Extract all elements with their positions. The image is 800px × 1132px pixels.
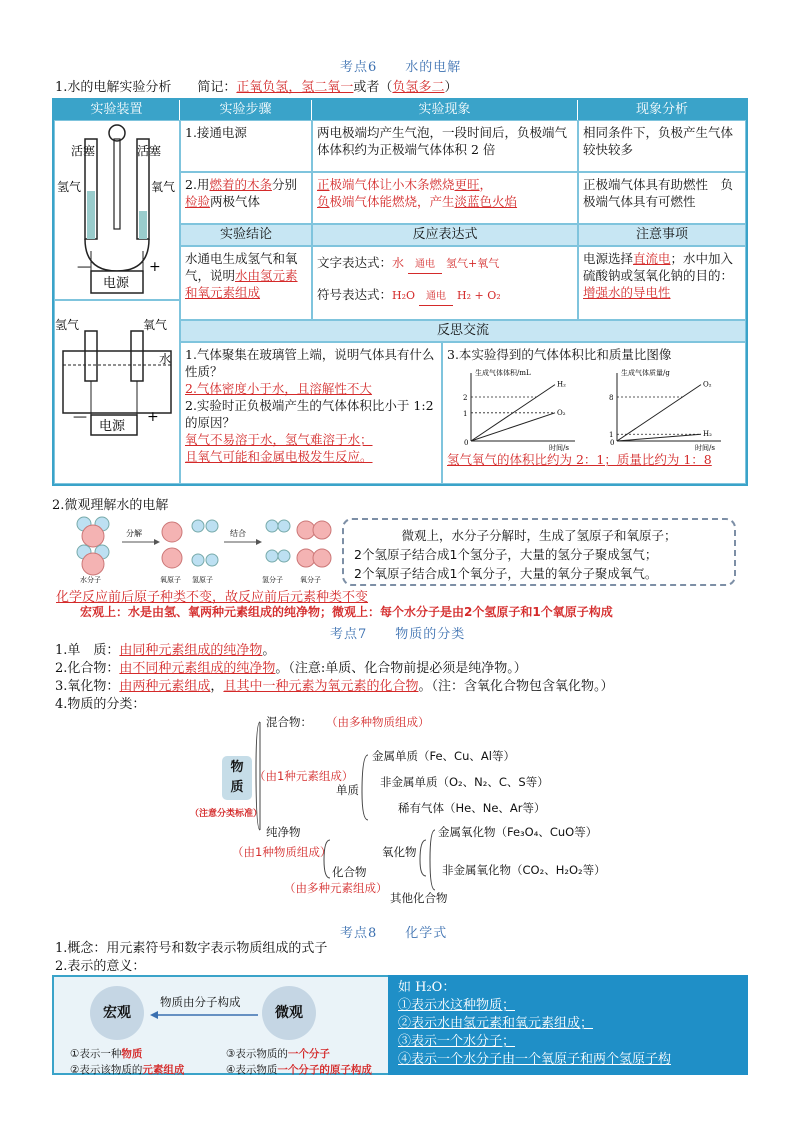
reflection-left: [180, 342, 442, 484]
def3-red2: 且其中一种元素为氧元素的化合物: [223, 679, 419, 694]
root-note: （注意分类标准）: [190, 809, 263, 819]
header-steps: 实验步骤: [180, 100, 312, 120]
def1-label: 1.单 质：: [55, 643, 120, 658]
minus-label: —: [77, 259, 91, 275]
analysis1-text: 相同条件下，负极产生气体较快较多: [583, 125, 734, 157]
metal-oxide: 金属氧化物（Fe₃O₄、CuO等）: [438, 825, 598, 839]
ytick-0-0: 1: [463, 409, 468, 418]
notes-a: 电源选择: [583, 251, 634, 266]
series-line-1-0: [617, 385, 701, 441]
line1-mnemonic: 正氧负氢，氢二氧一: [236, 80, 354, 95]
micro-line2: 2个氢原子结合成1个氢分子，大量的氢分子聚成氢气；: [354, 547, 658, 562]
origin-1: 0: [610, 439, 615, 447]
formula-concept: 1.概念：用元素符号和数字表示物质组成的式子: [55, 941, 328, 956]
ylabel-0: 生成气体体积/mL: [475, 369, 531, 377]
nonmetal-element: 非金属单质（O₂、N₂、C、S等）: [380, 775, 549, 789]
o2b-label: 氧气: [143, 318, 168, 332]
word-equation: [317, 254, 573, 274]
example-3: ③表示一个水分子；: [398, 1034, 516, 1049]
i3b: 一个分子: [287, 1048, 330, 1060]
sym-left: H₂O: [392, 289, 416, 302]
step2-a: 2.用: [185, 177, 210, 192]
macro-meaning-1: [70, 1046, 184, 1062]
def-compound: [55, 660, 613, 678]
conclusion-a: 水通电生成氢气和氧气，说明: [185, 251, 298, 283]
header-phenomenon: 实验现象: [312, 100, 578, 120]
equations: [312, 246, 578, 320]
i4b: 一个分子的原子构成: [277, 1064, 372, 1076]
step2-b: 分别: [271, 177, 297, 192]
section7-title: 考点7 物质的分类: [330, 627, 466, 642]
xlabel-0: 时间/s: [549, 444, 569, 451]
answer2b: 且氧气可能和金属电极发生反应。: [185, 449, 373, 464]
word-left: 水: [392, 256, 405, 270]
h2o-example: [388, 975, 748, 1075]
section6-title: 考点6 水的电解: [340, 60, 462, 75]
series-label-1-1: H₂: [703, 430, 712, 439]
ylabel-1: 生成气体质量/g: [621, 369, 670, 377]
series-label-0-0: H₂: [557, 380, 566, 389]
i2a: ②表示该物质的: [70, 1064, 143, 1076]
example-1: ①表示水这种物质；: [398, 998, 516, 1013]
ph-d: ，: [479, 177, 493, 192]
formula-arrow-label: 物质由分子构成: [160, 995, 241, 1009]
pure-note: （由1种物质组成）: [232, 845, 332, 859]
notes-b: ；水中加入硫酸钠或氢氧化钠的目的：: [583, 251, 734, 283]
phenomenon2: [312, 172, 578, 224]
arrow2-label: 结合: [230, 529, 246, 538]
mixture-label: 混合物：: [266, 715, 312, 729]
valve-left-label: 活塞: [71, 144, 96, 158]
example-2: ②表示水由氢元素和氧元素组成；: [398, 1016, 594, 1031]
plus2-label: +: [147, 409, 159, 425]
ph-a: 正: [317, 177, 330, 192]
other-compound: 其他化合物: [390, 891, 448, 905]
apparatus-bottom: [54, 300, 180, 484]
symbol-equation: [317, 286, 573, 306]
sec8-text: [55, 940, 327, 976]
header-analysis: 现象分析: [578, 100, 746, 120]
valve-right-label: 活塞: [137, 144, 162, 158]
notes-red: 直流电: [633, 251, 671, 266]
i1b: 物质: [121, 1048, 143, 1060]
root-label: 物质: [230, 760, 244, 795]
label-hydrogen-atom: 氢原子: [192, 576, 213, 584]
metal-element: 金属单质（Fe、Cu、Al等）: [372, 749, 515, 763]
sym-cond: 通电: [419, 288, 453, 306]
element-label: 单质: [336, 783, 359, 797]
ph-c: 更旺: [454, 177, 480, 192]
ytick-0-1: 2: [463, 394, 468, 403]
def3-end: 。（注：含氧化合物包含氧化物。）: [418, 679, 614, 694]
i1a: ①表示一种: [70, 1048, 122, 1060]
def-oxide: [55, 678, 613, 696]
header-apparatus: 实验装置: [54, 100, 180, 120]
def2-label: 2.化合物：: [55, 661, 120, 676]
sec7-definitions: [55, 642, 613, 714]
classification-title: 4.物质的分类：: [55, 697, 146, 712]
def2-red: 由不同种元素组成的纯净物: [119, 661, 276, 676]
macro-micro-summary: 宏观上：水是由氢、氧两种元素组成的纯净物；微观上：每个水分子是由2个氢原子和1个氧原子构成: [80, 605, 613, 619]
label-oxygen-molecule: 氧分子: [300, 576, 321, 584]
step2: [180, 172, 312, 224]
atom-conservation-note: 化学反应前后原子种类不变，故反应前后元素种类不变: [56, 590, 369, 605]
ytick-1-1: 8: [609, 394, 614, 403]
label-hydrogen-molecule: 氢分子: [262, 576, 283, 584]
macro-meaning-2: [70, 1062, 184, 1078]
element-note: （由1种元素组成）: [254, 769, 354, 783]
answer2a: 氧气不易溶于水，氢气难溶于水；: [185, 432, 373, 447]
line1-end: ）: [444, 80, 458, 95]
answer3: 氢气氧气的体积比约为 2：1；质量比约为 1：8: [447, 452, 712, 467]
noble-gas: 稀有气体（He、Ne、Ar等）: [398, 801, 546, 815]
molecule-diagram: [64, 512, 334, 584]
reflection-right: [442, 342, 746, 484]
h2-label: 氢气: [57, 180, 82, 194]
micro-meanings: [226, 1046, 372, 1078]
step1: [180, 120, 312, 172]
sym-label: 符号表达式：: [317, 287, 393, 302]
mixture-note: （由多种物质组成）: [326, 715, 430, 729]
nonmetal-oxide: 非金属氧化物（CO₂、H₂O₂等）: [442, 863, 606, 877]
notes: [578, 246, 746, 320]
power-label: 电源: [103, 276, 130, 291]
answer1: 2.气体密度小于水，且溶解性不大: [185, 381, 372, 396]
def3-comma: ，: [210, 679, 224, 694]
ytick-1-0: 1: [609, 431, 614, 440]
subheader-equation: 反应表达式: [312, 224, 578, 246]
i4a: ④表示物质: [226, 1064, 278, 1076]
label-water-molecule: 水分子: [80, 576, 101, 584]
beaker-electrolysis-diagram: [55, 301, 179, 483]
ph-f: 极端气体能燃烧，产生: [329, 194, 455, 209]
step2-red: 燃着的木条: [209, 177, 272, 192]
analysis2: [578, 172, 746, 224]
def1-red: 由同种元素组成的纯净物: [119, 643, 263, 658]
series-label-0-1: O₂: [557, 408, 566, 417]
minus2-label: —: [73, 409, 87, 425]
i3a: ③表示物质的: [226, 1048, 288, 1060]
power2-label: 电源: [99, 419, 126, 434]
oxide-label: 氧化物: [382, 845, 417, 859]
step1-text: 1.接通电源: [185, 125, 247, 140]
compound-label: 化合物: [332, 865, 367, 879]
i2b: 元素组成: [142, 1064, 185, 1076]
example-4: ④表示一个水分子由一个氧原子和两个氢原子构: [398, 1052, 672, 1067]
gas-charts: [447, 363, 743, 451]
apparatus-top: [54, 120, 180, 300]
def-element: [55, 642, 613, 660]
compound-note: （由多种元素组成）: [284, 881, 388, 895]
ph-e: 负: [317, 194, 330, 209]
section8-title: 考点8 化学式: [340, 926, 448, 941]
question1: 1.气体聚集在玻璃管上端，说明气体具有什么性质？: [185, 347, 435, 379]
micro-meaning-4: [226, 1062, 372, 1078]
step2-red2: 检验: [185, 194, 211, 209]
o2-label: 氧气: [151, 180, 176, 194]
micro-explanation-box: [342, 518, 736, 586]
question2: 2.实验时正负极端产生的气体体积比小于 1:2 的原因？: [185, 398, 434, 430]
series-line-1-1: [617, 434, 701, 441]
ph-g: 淡蓝色火焰: [454, 194, 518, 209]
line1-mnemonic2: 负氢多二: [392, 80, 445, 95]
notes-red2: 增强水的导电性: [583, 285, 671, 300]
left-arrow-icon: [150, 1010, 260, 1020]
question3: 3.本实验得到的气体体积比和质量比图像: [447, 347, 672, 362]
electrolysis-table: [52, 98, 748, 486]
arrow1-label: 分解: [126, 529, 142, 538]
macro-circle: 宏观: [90, 986, 144, 1040]
def3-label: 3.氧化物：: [55, 679, 120, 694]
subheader-reflection: 反思交流: [180, 320, 746, 342]
line1-mid: 或者（: [353, 80, 393, 95]
hofmann-apparatus-diagram: [55, 121, 179, 299]
subheader-conclusion: 实验结论: [180, 224, 312, 246]
sec6-line1: [55, 76, 457, 95]
subheader-notes: 注意事项: [578, 224, 746, 246]
word-right: 氢气+氧气: [446, 257, 500, 270]
phenomenon1: [312, 120, 578, 172]
xlabel-1: 时间/s: [695, 444, 715, 451]
ph-b: 极端气体让小木条燃烧: [329, 177, 455, 192]
micro-line3: 2个氧原子结合成1个氧分子，大量的氧分子聚成氧气。: [354, 566, 658, 581]
example-title: 如 H₂O：: [398, 980, 456, 995]
label-oxygen-atom: 氧原子: [160, 576, 181, 584]
phenomenon1-text: 两电极端均产生气泡，一段时间后，负极端气体体积约为正极端气体体积 2 倍: [317, 125, 568, 157]
word-label: 文字表达式：: [317, 255, 393, 270]
conclusion: [180, 246, 312, 320]
series-line-0-1: [471, 413, 555, 441]
root-node: [222, 756, 252, 800]
water-label: 水: [159, 352, 172, 366]
macro-meanings: [70, 1046, 184, 1078]
origin-0: 0: [464, 439, 469, 447]
h2b-label: 氢气: [55, 318, 80, 332]
series-label-1-0: O₂: [703, 380, 712, 389]
def2-end: 。（注意:单质、化合物前提必须是纯净物。）: [275, 661, 527, 676]
line1-prefix: 1.水的电解实验分析 简记：: [55, 80, 237, 95]
micro-line1: 微观上，水分子分解时，生成了氢原子和氧原子；: [401, 528, 677, 543]
classification-tree: [180, 710, 640, 908]
micro-circle: 微观: [262, 986, 316, 1040]
pure-label: 纯净物: [266, 825, 301, 839]
analysis2-text: 正极端气体具有助燃性 负极端气体具有可燃性: [583, 177, 734, 209]
analysis1: [578, 120, 746, 172]
def3-red: 由两种元素组成: [119, 679, 211, 694]
sym-right: H₂ + O₂: [457, 289, 501, 302]
micro-meaning-3: [226, 1046, 372, 1062]
step2-c: 两极气体: [210, 194, 261, 209]
formula-meaning-title: 2.表示的意义：: [55, 959, 146, 974]
conclusion-red: 水由氢元素和氧元素组成: [185, 268, 298, 300]
plus-label: +: [149, 259, 161, 275]
word-cond: 通电: [408, 256, 442, 274]
def1-end: 。: [262, 643, 276, 658]
micro-title: 2.微观理解水的电解: [52, 498, 169, 513]
